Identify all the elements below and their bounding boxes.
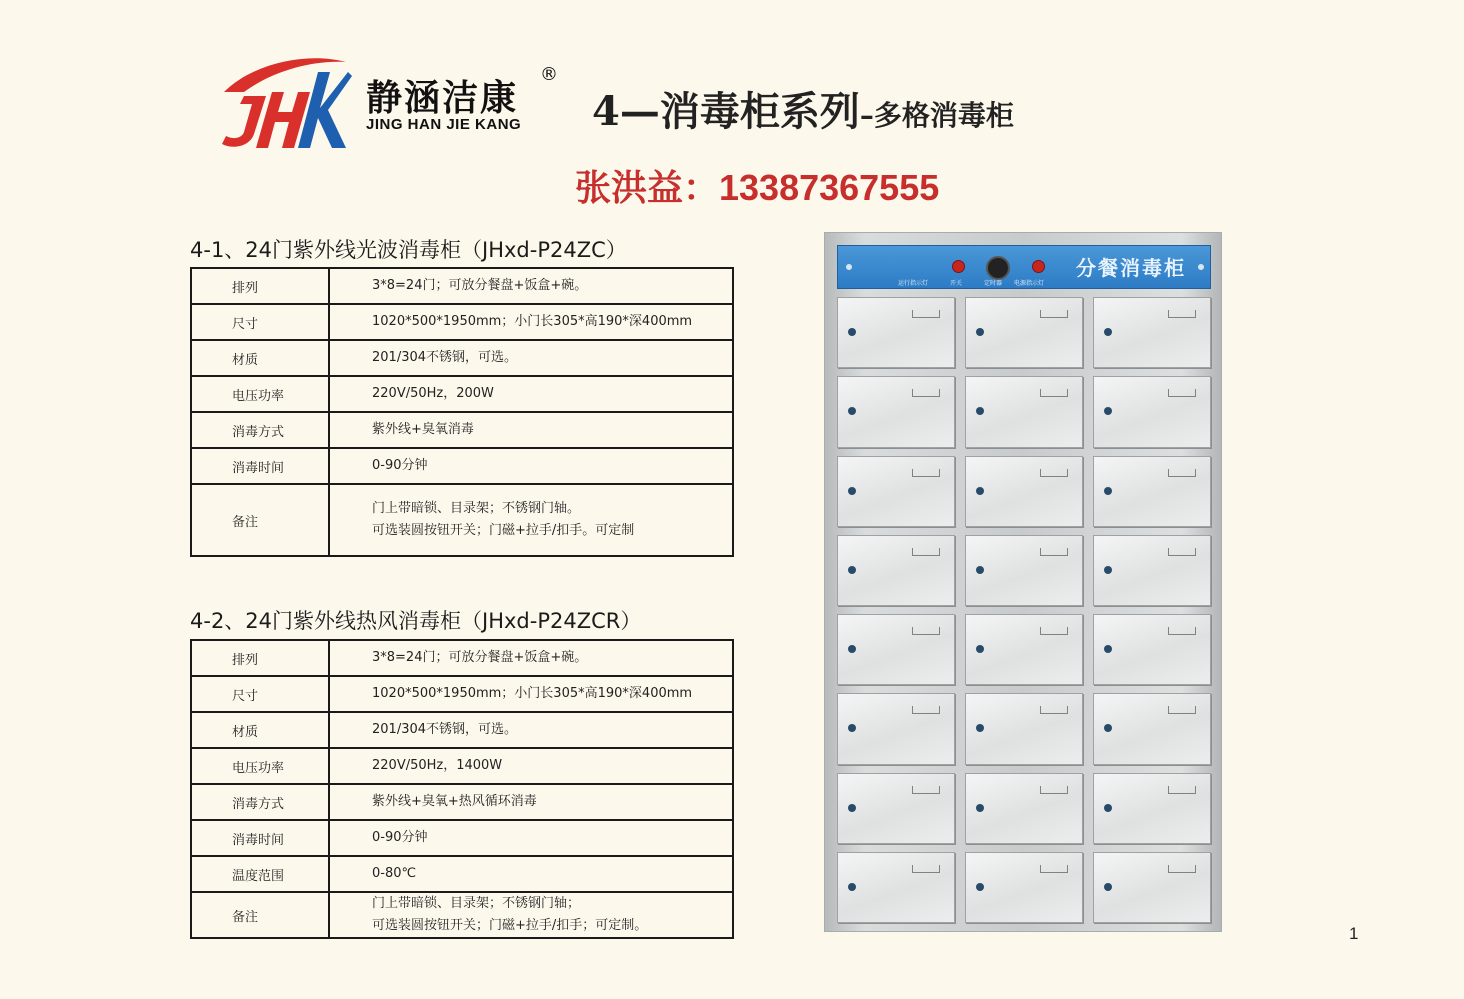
spec-value bbox=[329, 856, 733, 892]
spec-key: 消毒方式 bbox=[191, 784, 329, 820]
door-lock-icon bbox=[848, 645, 856, 653]
spec-value-line: 门上带暗锁、目录架；不锈钢门轴； bbox=[372, 896, 581, 911]
timer-knob bbox=[986, 256, 1010, 280]
door-lock-icon bbox=[848, 328, 856, 336]
cabinet-door bbox=[1093, 456, 1211, 527]
spec-row bbox=[191, 340, 733, 376]
door-lock-icon bbox=[976, 487, 984, 495]
door-lock-icon bbox=[1104, 645, 1112, 653]
door-handle-icon bbox=[912, 548, 940, 556]
spec-value bbox=[329, 412, 733, 448]
cabinet-door bbox=[965, 297, 1083, 368]
door-lock-icon bbox=[1104, 724, 1112, 732]
spec-value-line: 3*8=24门；可放分餐盘+饭盒+碗。 bbox=[372, 278, 588, 293]
series-title-main: 4—消毒柜系列 bbox=[592, 88, 860, 135]
spec-value bbox=[329, 448, 733, 484]
door-handle-icon bbox=[912, 310, 940, 318]
panel-label: 电源指示灯 bbox=[1014, 280, 1045, 287]
door-handle-icon bbox=[1168, 548, 1196, 556]
panel-label: 开关 bbox=[950, 280, 963, 287]
door-handle-icon bbox=[1168, 627, 1196, 635]
cabinet-photo bbox=[824, 232, 1222, 932]
door-lock-icon bbox=[1104, 804, 1112, 812]
spec-key: 消毒时间 bbox=[191, 448, 329, 484]
spec-row bbox=[191, 304, 733, 340]
spec-value-line: 3*8=24门；可放分餐盘+饭盒+碗。 bbox=[372, 650, 588, 665]
spec-key: 备注 bbox=[191, 892, 329, 938]
door-handle-icon bbox=[912, 706, 940, 714]
door-handle-icon bbox=[1040, 786, 1068, 794]
cabinet-door bbox=[965, 376, 1083, 447]
door-handle-icon bbox=[1040, 310, 1068, 318]
spec-row bbox=[191, 820, 733, 856]
door-handle-icon bbox=[1168, 469, 1196, 477]
spec-value-line: 可选装圆按钮开关；门磁+拉手/扣手；可定制。 bbox=[372, 918, 648, 933]
door-lock-icon bbox=[848, 883, 856, 891]
cabinet-door bbox=[965, 852, 1083, 923]
spec-row bbox=[191, 376, 733, 412]
door-lock-icon bbox=[1104, 566, 1112, 574]
door-handle-icon bbox=[1168, 865, 1196, 873]
door-lock-icon bbox=[848, 487, 856, 495]
spec-row bbox=[191, 484, 733, 556]
cabinet-door bbox=[837, 614, 955, 685]
cabinet-door bbox=[1093, 693, 1211, 764]
spec-key: 温度范围 bbox=[191, 856, 329, 892]
cabinet-door bbox=[965, 456, 1083, 527]
spec-key: 尺寸 bbox=[191, 304, 329, 340]
spec-value bbox=[329, 892, 733, 938]
spec-value-line: 1020*500*1950mm；小门长305*高190*深400mm bbox=[372, 314, 693, 329]
spec-value-line: 201/304不锈钢，可选。 bbox=[372, 350, 518, 365]
spec-value bbox=[329, 640, 733, 676]
panel-label: 运行指示灯 bbox=[898, 280, 929, 287]
door-handle-icon bbox=[1168, 786, 1196, 794]
cabinet-door bbox=[837, 456, 955, 527]
spec-row bbox=[191, 268, 733, 304]
spec-row bbox=[191, 448, 733, 484]
cabinet-door bbox=[965, 614, 1083, 685]
door-lock-icon bbox=[976, 883, 984, 891]
series-title bbox=[592, 80, 1014, 137]
section1-spec-table bbox=[190, 267, 734, 557]
door-lock-icon bbox=[848, 804, 856, 812]
door-lock-icon bbox=[1104, 487, 1112, 495]
spec-key: 消毒时间 bbox=[191, 820, 329, 856]
door-handle-icon bbox=[1040, 389, 1068, 397]
cabinet-doors-grid bbox=[837, 297, 1211, 923]
spec-value bbox=[329, 376, 733, 412]
door-handle-icon bbox=[912, 627, 940, 635]
cabinet-door bbox=[837, 693, 955, 764]
spec-value bbox=[329, 268, 733, 304]
door-handle-icon bbox=[1040, 548, 1068, 556]
door-handle-icon bbox=[1040, 469, 1068, 477]
door-handle-icon bbox=[1040, 706, 1068, 714]
spec-value bbox=[329, 340, 733, 376]
cabinet-door bbox=[837, 773, 955, 844]
spec-key: 排列 bbox=[191, 640, 329, 676]
cabinet-door bbox=[1093, 852, 1211, 923]
cabinet-door bbox=[1093, 535, 1211, 606]
door-lock-icon bbox=[976, 328, 984, 336]
spec-row bbox=[191, 748, 733, 784]
logo-blue-k bbox=[298, 72, 352, 148]
spec-value bbox=[329, 676, 733, 712]
spec-key: 材质 bbox=[191, 340, 329, 376]
door-lock-icon bbox=[976, 407, 984, 415]
spec-value-line: 220V/50Hz，200W bbox=[372, 386, 494, 401]
spec-value-line: 0-80℃ bbox=[372, 866, 417, 881]
cabinet-door bbox=[1093, 376, 1211, 447]
door-handle-icon bbox=[912, 469, 940, 477]
door-lock-icon bbox=[848, 407, 856, 415]
door-lock-icon bbox=[976, 566, 984, 574]
indicator-light bbox=[952, 260, 965, 273]
door-lock-icon bbox=[1104, 883, 1112, 891]
panel-screw bbox=[1198, 264, 1204, 270]
spec-row bbox=[191, 892, 733, 938]
series-title-sub: –多格消毒柜 bbox=[859, 99, 1014, 132]
door-lock-icon bbox=[976, 645, 984, 653]
cabinet-door bbox=[965, 693, 1083, 764]
panel-title: 分餐消毒柜 bbox=[1076, 256, 1186, 280]
spec-row bbox=[191, 640, 733, 676]
spec-value-line: 门上带暗锁、目录架；不锈钢门轴。 bbox=[372, 501, 581, 516]
spec-value bbox=[329, 484, 733, 556]
spec-value-line: 1020*500*1950mm；小门长305*高190*深400mm bbox=[372, 686, 693, 701]
door-handle-icon bbox=[1040, 865, 1068, 873]
spec-value-line: 可选装圆按钮开关；门磁+拉手/扣手。可定制 bbox=[372, 523, 635, 538]
door-lock-icon bbox=[848, 724, 856, 732]
control-panel bbox=[837, 245, 1211, 289]
jhk-logo bbox=[214, 52, 354, 154]
spec-row bbox=[191, 676, 733, 712]
spec-value-line: 0-90分钟 bbox=[372, 458, 428, 473]
door-handle-icon bbox=[1040, 627, 1068, 635]
brand-name-en: JING HAN JIE KANG bbox=[366, 116, 522, 133]
spec-value bbox=[329, 712, 733, 748]
cabinet-door bbox=[965, 535, 1083, 606]
cabinet-door bbox=[965, 773, 1083, 844]
door-handle-icon bbox=[1168, 310, 1196, 318]
spec-key: 备注 bbox=[191, 484, 329, 556]
spec-value bbox=[329, 820, 733, 856]
spec-key: 消毒方式 bbox=[191, 412, 329, 448]
door-handle-icon bbox=[1168, 706, 1196, 714]
door-lock-icon bbox=[1104, 407, 1112, 415]
contact-line: 张洪益：13387367555 bbox=[575, 167, 940, 208]
indicator-light bbox=[1032, 260, 1045, 273]
spec-value bbox=[329, 304, 733, 340]
cabinet-door bbox=[837, 376, 955, 447]
spec-row bbox=[191, 856, 733, 892]
spec-value bbox=[329, 784, 733, 820]
page-number: 1 bbox=[1349, 924, 1359, 943]
spec-key: 尺寸 bbox=[191, 676, 329, 712]
door-lock-icon bbox=[1104, 328, 1112, 336]
spec-row bbox=[191, 712, 733, 748]
door-handle-icon bbox=[912, 389, 940, 397]
spec-key: 电压功率 bbox=[191, 748, 329, 784]
cabinet-door bbox=[1093, 773, 1211, 844]
door-lock-icon bbox=[848, 566, 856, 574]
section2-title: 4-2、24门紫外线热风消毒柜（JHxd-P24ZCR） bbox=[190, 609, 642, 633]
spec-key: 电压功率 bbox=[191, 376, 329, 412]
cabinet-door bbox=[837, 297, 955, 368]
door-lock-icon bbox=[976, 804, 984, 812]
spec-value-line: 220V/50Hz，1400W bbox=[372, 758, 503, 773]
registered-mark: ® bbox=[540, 64, 558, 85]
door-handle-icon bbox=[1168, 389, 1196, 397]
spec-row bbox=[191, 784, 733, 820]
spec-row bbox=[191, 412, 733, 448]
door-handle-icon bbox=[912, 865, 940, 873]
panel-screw bbox=[846, 264, 852, 270]
brand-name-cn: 静涵洁康 bbox=[366, 78, 519, 119]
spec-value-line: 紫外线+臭氧+热风循环消毒 bbox=[372, 794, 537, 809]
door-lock-icon bbox=[976, 724, 984, 732]
cabinet-door bbox=[837, 535, 955, 606]
cabinet-door bbox=[1093, 614, 1211, 685]
spec-value-line: 0-90分钟 bbox=[372, 830, 428, 845]
section1-title: 4-1、24门紫外线光波消毒柜（JHxd-P24ZC） bbox=[190, 238, 627, 262]
spec-value-line: 201/304不锈钢，可选。 bbox=[372, 722, 518, 737]
cabinet-door bbox=[1093, 297, 1211, 368]
spec-value-line: 紫外线+臭氧消毒 bbox=[372, 422, 474, 437]
spec-key: 材质 bbox=[191, 712, 329, 748]
section2-spec-table bbox=[190, 639, 734, 939]
spec-key: 排列 bbox=[191, 268, 329, 304]
panel-label: 定时器 bbox=[984, 280, 1003, 287]
door-handle-icon bbox=[912, 786, 940, 794]
spec-value bbox=[329, 748, 733, 784]
cabinet-door bbox=[837, 852, 955, 923]
